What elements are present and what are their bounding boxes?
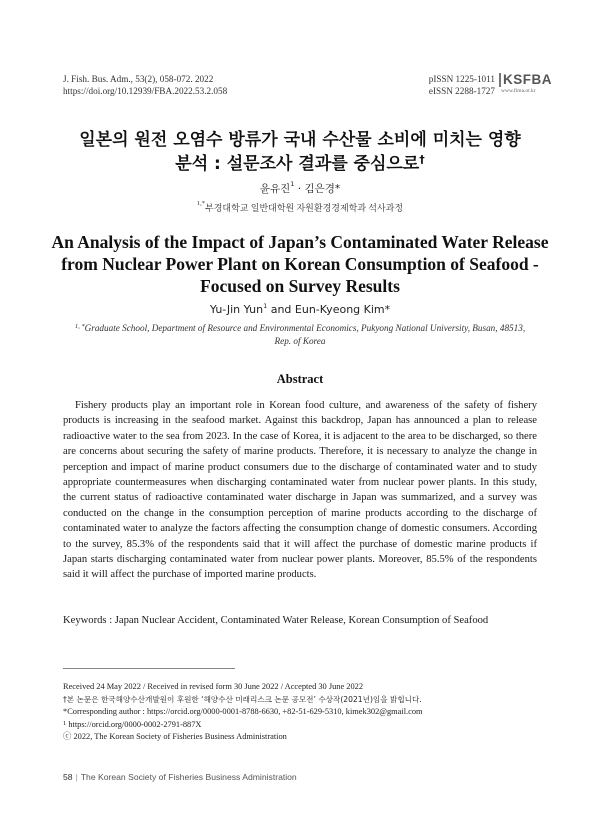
page-footer [63, 772, 297, 782]
english-affiliation: $^{1, *}$Graduate School, Department of Resource and Environmental Economics, Pukyong National University, Busan, 48513, Rep. of Korea [74, 323, 526, 346]
english-authors: Yu-Jin Yun$^1$ and Eun-Kyeong Kim* [209, 302, 391, 316]
orcid-note: $^1$ https://orcid.org/0000-0002-2791-887X [63, 719, 202, 729]
corresponding-author: *Corresponding author : https://orcid.org/0000-0001-8788-6630, +82-51-629-5310, kimek302@gmail.com [63, 707, 423, 717]
journal-line: J. Fish. Bus. Adm., 53(2), 058-072. 2022 [63, 74, 214, 84]
footnote-divider [63, 668, 235, 669]
footnotes [63, 681, 543, 744]
page-number: 58 [63, 772, 73, 782]
eissn: eISSN 2288-1727 [428, 86, 495, 96]
issn-block [429, 73, 552, 97]
korean-author2: 김은경* [304, 183, 341, 195]
pissn: pISSN 1225-1011 [428, 74, 495, 84]
title-footnote-mark: † [419, 153, 425, 166]
footer-society: The Korean Society of Fisheries Business Administration [80, 772, 297, 782]
korean-author1: 윤유진 [259, 183, 291, 195]
korean-title-line1: 일본의 원전 오염수 방류가 국내 수산물 소비에 미치는 영향 [79, 130, 521, 150]
received-dates: Received 24 May 2022 / Received in revised form 30 June 2022 / Accepted 30 June 2022 [63, 682, 364, 691]
doi-link[interactable]: https://doi.org/10.12939/FBA.2022.53.2.058 [63, 86, 228, 96]
footer-separator: | [75, 772, 78, 782]
korean-affiliation: $^{1,*}$부경대학교 일반대학원 자원환경경제학과 석사과정 [196, 200, 404, 213]
korean-title [40, 128, 560, 176]
journal-citation [63, 73, 227, 97]
keywords: Keywords : Japan Nuclear Accident, Contaminated Water Release, Korean Consumption of Seafood [63, 615, 489, 626]
ksfba-logo [499, 73, 552, 95]
abstract-heading: Abstract [276, 372, 324, 386]
funding-note: †본 논문은 한국해양수산개발원이 후원한 ‘해양수산 미래리스크 논문 공모전’ 수상작(2021년)임을 밝힙니다. [63, 694, 422, 704]
logo-url: www.fima.or.kr [501, 88, 536, 94]
english-author1: Yu-Jin Yun [209, 303, 264, 316]
korean-title-line2: 분석 : 설문조사 결과를 중심으로 [175, 154, 420, 174]
korean-authors: 윤유진$^1$ · 김은경* [259, 180, 341, 195]
logo-text: KSFBA [499, 73, 552, 87]
english-title: An Analysis of the Impact of Japan’s Contaminated Water Release from Nuclear Power Plant on Korean Consumption of Seafood - Focused on Survey Results [51, 232, 549, 296]
english-author2: Eun-Kyeong Kim* [294, 303, 391, 316]
abstract-body: Fishery products play an important role in Korean food culture, and awareness of the safety of fishery products is increasing in the seafood market. Against this backdrop, Japan has announced a plan to release radioactive water to the sea from 2023. In the case of Korea, it is adjacent to the area to be discharged, so there are concerns about securing the safety of marine products. Therefore, it is necessary to analyze the change in perception and impact of marine product consumers due to the discharge of contaminated water and to study appropriate countermeasures when discharging contaminated water from nuclear power plants. In this study, the current status of radioactive contaminated water discharge in Japan was summarized, and a survey was conducted on the change in the consumption perception of marine products according to the discharge of contaminated water to analyze the factors affecting the consumption change of domestic consumers. According to the survey, 85.3% of the respondents said that it will affect the purchase of domestic marine products if Japan starts discharging contaminated water from nuclear power plants. Moreover, 85.5% of the respondents said it will affect the purchase of imported marine products. [63, 400, 537, 581]
copyright-note: ⓒ 2022, The Korean Society of Fisheries Business Administration [63, 732, 287, 742]
